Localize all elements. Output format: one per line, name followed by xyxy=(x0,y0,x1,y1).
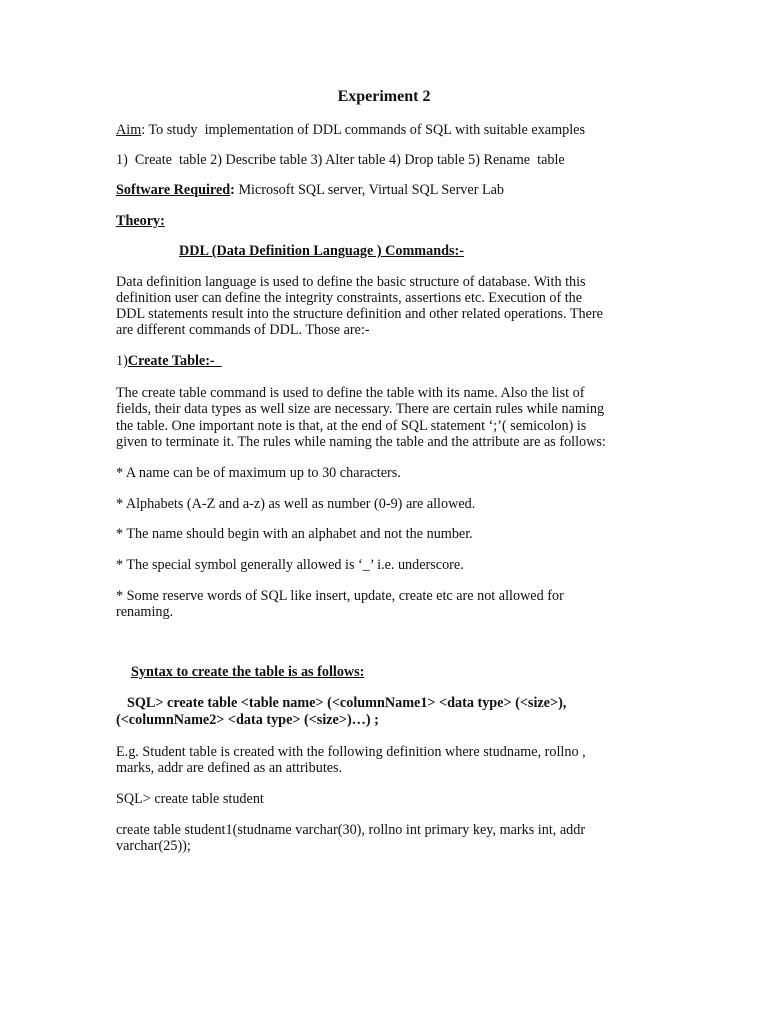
rule-item: * Some reserve words of SQL like insert, update, create etc are not allowed for xyxy=(116,588,564,604)
create-table-label: Create Table:- xyxy=(127,353,222,369)
create-desc-line: given to terminate it. The rules while naming the table and the attribute are as follows: xyxy=(116,434,606,450)
theory-heading: Theory: xyxy=(116,213,165,229)
software-text: Microsoft SQL server, Virtual SQL Server Lab xyxy=(234,182,505,198)
aim-line xyxy=(116,122,585,139)
create-table-prefix: 1) xyxy=(116,353,128,369)
syntax-line: (<columnName2> <data type> (<size>)…) ; xyxy=(116,712,379,728)
create-statement-line: create table student1(studname varchar(30), rollno int primary key, marks int, addr xyxy=(116,822,586,838)
syntax-heading: Syntax to create the table is as follows: xyxy=(131,664,365,680)
intro-line: DDL statements result into the structure definition and other related operations. There xyxy=(116,306,603,322)
software-label: Software Required xyxy=(116,182,231,198)
rule-item: * The special symbol generally allowed is ‘_’ i.e. underscore. xyxy=(116,557,464,573)
create-desc-line: the table. One important note is that, at the end of SQL statement ‘;’( semicolon) is xyxy=(116,418,587,434)
create-desc-line: fields, their data types as well size are necessary. There are certain rules while naming xyxy=(116,401,605,417)
intro-line: Data definition language is used to define the basic structure of database. With this xyxy=(116,274,586,290)
intro-line: definition user can define the integrity constraints, assertions etc. Execution of the xyxy=(116,290,583,306)
software-colon: : xyxy=(230,182,235,198)
rule-item: * A name can be of maximum up to 30 characters. xyxy=(116,465,401,481)
create-desc-line: The create table command is used to define the table with its name. Also the list of xyxy=(116,385,585,401)
example-line: E.g. Student table is created with the following definition where studname, rollno , xyxy=(116,744,586,760)
aim-label: Aim xyxy=(116,122,142,138)
software-line xyxy=(116,182,504,199)
commands-list-line: 1) Create table 2) Describe table 3) Alter table 4) Drop table 5) Rename table xyxy=(116,152,565,168)
rule-item-continued: renaming. xyxy=(116,604,174,620)
example-line: marks, addr are defined as an attributes. xyxy=(116,760,343,776)
rule-item: * The name should begin with an alphabet and not the number. xyxy=(116,526,473,542)
page-title: Experiment 2 xyxy=(337,88,431,105)
syntax-line: SQL> create table <table name> (<columnName1> <data type> (<size>), xyxy=(127,695,567,711)
create-statement-line: varchar(25)); xyxy=(116,838,191,854)
intro-line: are different commands of DDL. Those are:- xyxy=(116,322,370,338)
create-table-heading xyxy=(116,353,222,370)
ddl-heading: DDL (Data Definition Language ) Commands:- xyxy=(179,243,464,259)
aim-text: : To study implementation of DDL commands of SQL with suitable examples xyxy=(141,122,585,138)
sql-command-line: SQL> create table student xyxy=(116,791,264,807)
rule-item: * Alphabets (A-Z and a-z) as well as number (0-9) are allowed. xyxy=(116,496,476,512)
